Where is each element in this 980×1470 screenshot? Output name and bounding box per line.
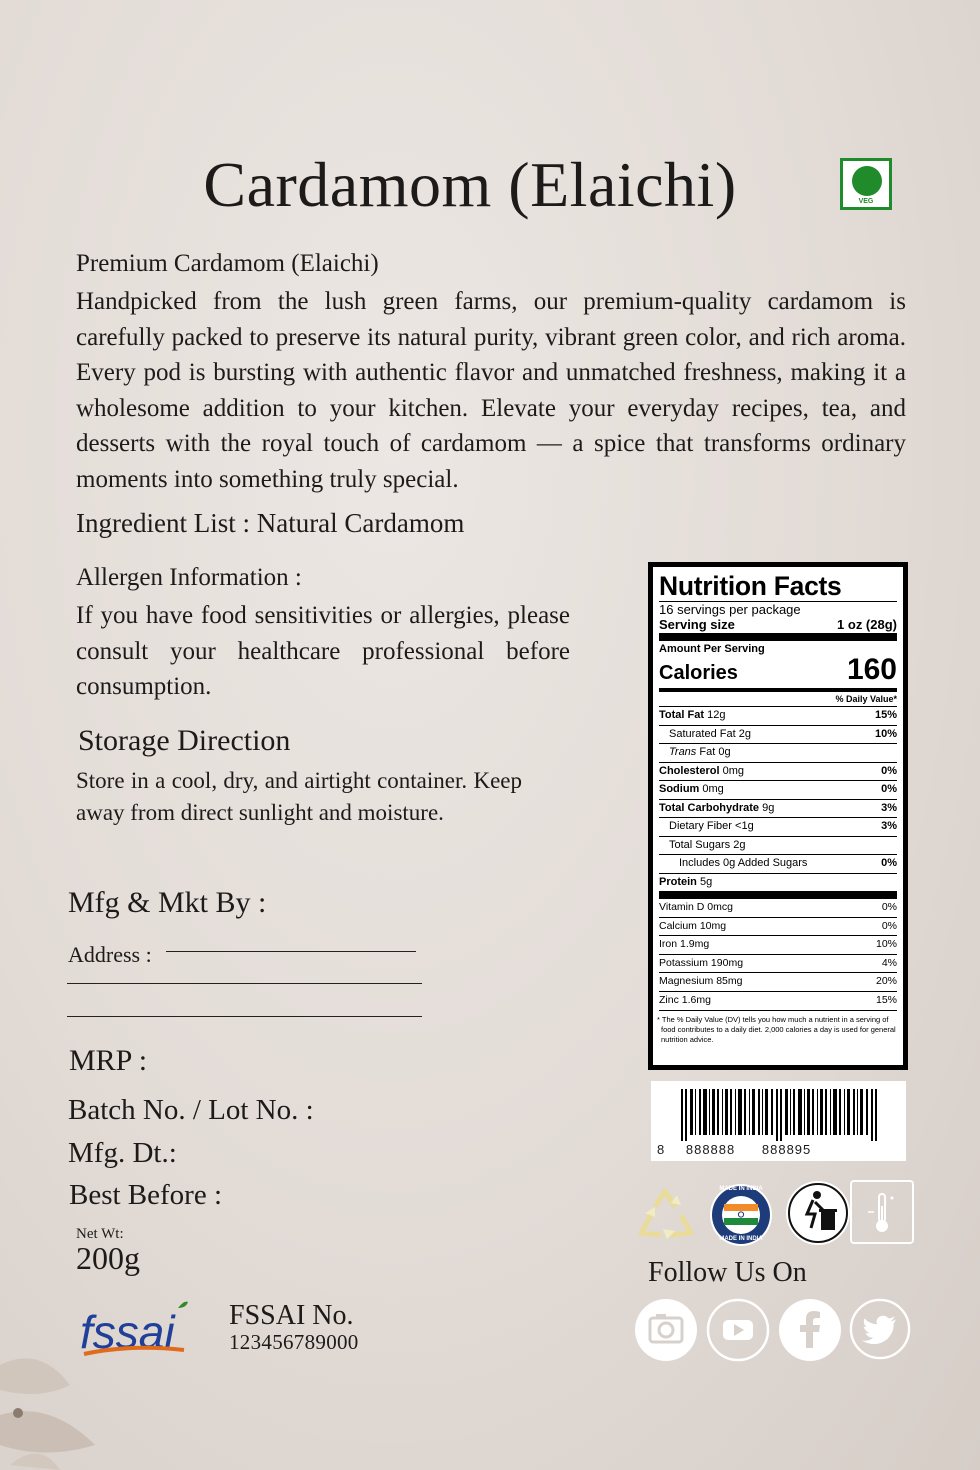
fssai-number: 123456789000: [229, 1330, 359, 1354]
vitamin-row: Vitamin D 0mcg 0%: [659, 899, 897, 918]
barcode: [651, 1081, 906, 1161]
net-weight-label: Net Wt:: [76, 1226, 124, 1242]
product-description: Handpicked from the lush green farms, our premium-quality cardamom is carefully packed to preserve its natural purity, vibrant green color, and rich aroma. Every pod is bursting with authentic flavor and unmatched freshness, making it a wholesome addition to your kitchen. Elevate your everyday recipes, tea, and desserts with the royal touch of cardamom — a spice that transforms ordinary moments into something truly special.: [76, 288, 906, 493]
veg-mark-icon: [840, 158, 892, 210]
barcode-digit-first: 8: [657, 1142, 666, 1157]
amount-per-serving: Amount Per Serving: [659, 643, 765, 655]
follow-us-heading: Follow Us On: [648, 1257, 807, 1288]
nutrient-row: Total Fat 12g 15%: [659, 707, 897, 726]
dispose-trash-icon: [785, 1180, 851, 1246]
nutrient-row: Dietary Fiber <1g 3%: [659, 818, 897, 837]
calories-value: 160: [846, 653, 897, 686]
serving-size-label: Serving size: [659, 617, 735, 632]
nutrient-row: Protein 5g: [659, 874, 897, 900]
allergen-text: If you have food sensitivities or allergies, please consult your healthcare professional before consumption.: [76, 602, 570, 701]
fssai-logo-text: fssai: [80, 1306, 175, 1358]
youtube-icon[interactable]: [706, 1298, 770, 1362]
made-in-india-bottom-text: MADE IN INDIA: [719, 1236, 763, 1242]
nutrient-row: Saturated Fat 2g 10%: [659, 726, 897, 745]
nutrient-row: Trans Fat 0g: [659, 744, 897, 763]
temperature-icon: [850, 1180, 914, 1244]
storage-text: Store in a cool, dry, and airtight container. Keep away from direct sunlight and moisture.: [76, 768, 522, 825]
instagram-icon[interactable]: [634, 1298, 698, 1362]
serving-size-value: 1 oz (28g): [837, 617, 897, 632]
storage-heading: Storage Direction: [78, 724, 291, 757]
nutrient-row: Cholesterol 0mg 0%: [659, 763, 897, 782]
flower-decoration-icon: [0, 1345, 120, 1470]
address-line: [166, 951, 416, 952]
vitamin-row: Calcium 10mg 0%: [659, 918, 897, 937]
vitamin-row: Magnesium 85mg 20%: [659, 973, 897, 992]
fssai-label: FSSAI No.: [229, 1300, 354, 1331]
calories-label: Calories: [659, 662, 738, 684]
address-line: [67, 983, 422, 984]
product-title: Cardamom (Elaichi): [203, 149, 737, 220]
ingredient-list: Ingredient List : Natural Cardamom: [76, 508, 465, 538]
made-in-india-icon: [709, 1183, 773, 1247]
nutrient-row: Sodium 0mg 0%: [659, 781, 897, 800]
recycle-icon: [633, 1183, 701, 1247]
mrp-label: MRP :: [69, 1044, 148, 1077]
address-label: Address :: [68, 942, 152, 967]
veg-label: VEG: [858, 198, 874, 205]
batch-label: Batch No. / Lot No. :: [68, 1094, 314, 1126]
nutrition-facts-panel: [648, 562, 908, 1070]
daily-value-header: % Daily Value*: [659, 692, 897, 707]
made-in-india-top-text: MADE IN INDIA: [719, 1186, 763, 1192]
product-subtitle: Premium Cardamom (Elaichi): [76, 250, 379, 277]
barcode-bars-icon: [681, 1089, 886, 1141]
nutrient-row: Includes 0g Added Sugars 0%: [659, 855, 897, 874]
allergen-heading: Allergen Information :: [76, 564, 302, 591]
vitamin-row: Zinc 1.6mg 15%: [659, 992, 897, 1011]
mfg-heading: Mfg & Mkt By :: [68, 886, 267, 919]
nutrient-row: Total Sugars 2g: [659, 837, 897, 856]
vitamin-row: Iron 1.9mg 10%: [659, 936, 897, 955]
facebook-icon[interactable]: [778, 1298, 842, 1362]
barcode-digits-right: 888895: [761, 1142, 812, 1157]
barcode-digits-left: 888888: [685, 1142, 736, 1157]
servings-per-package: 16 servings per package: [659, 602, 801, 617]
nutrient-row: Total Carbohydrate 9g 3%: [659, 800, 897, 819]
net-weight-value: 200g: [76, 1240, 140, 1276]
nutrition-title: Nutrition Facts: [659, 571, 897, 602]
best-before-label: Best Before :: [69, 1179, 223, 1211]
twitter-icon[interactable]: [849, 1298, 911, 1360]
mfg-date-label: Mfg. Dt.:: [68, 1137, 177, 1169]
vitamin-row: Potassium 190mg 4%: [659, 955, 897, 974]
nutrition-footnote: * The % Daily Value (DV) tells you how much a nutrient in a serving of food contributes to a daily diet. 2,000 calories a day is used for general nutrition advice.: [657, 1014, 896, 1044]
address-line: [67, 1016, 422, 1017]
